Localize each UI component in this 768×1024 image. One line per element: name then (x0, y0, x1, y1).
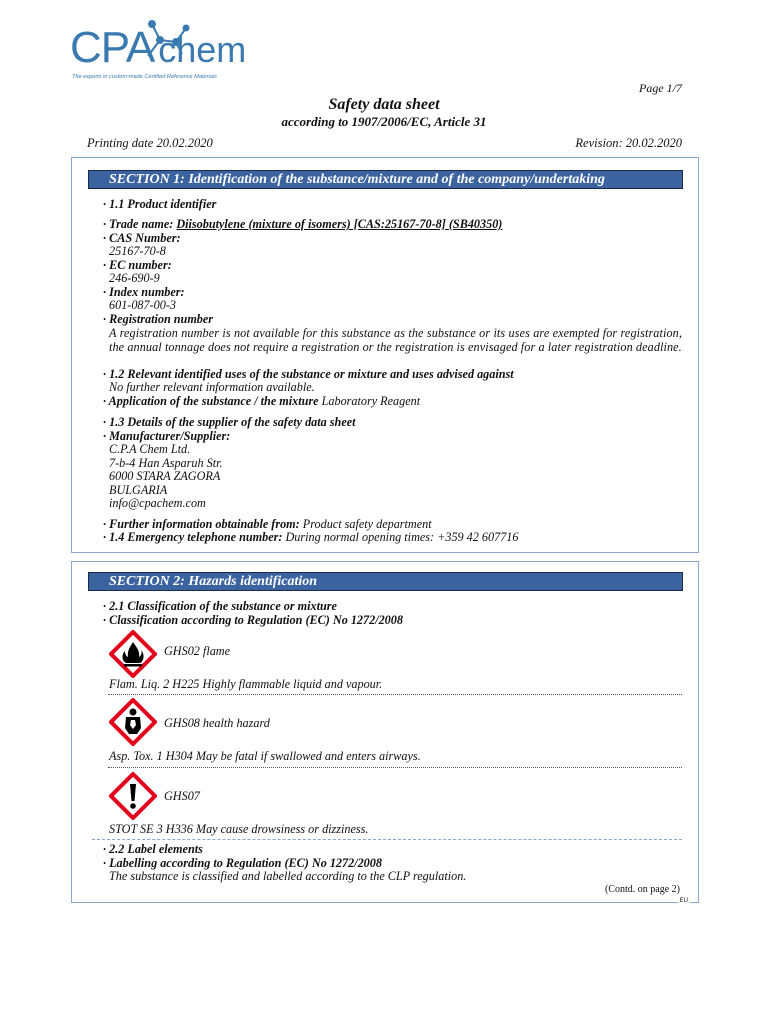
dashed-divider (92, 839, 682, 840)
further-info-line: · Further information obtainable from: Product safety department (103, 517, 432, 531)
address-line: 7-b-4 Han Asparuh Str. (109, 456, 223, 470)
continued-note: (Contd. on page 2) (605, 884, 680, 895)
hazard-statement-h304: Asp. Tox. 1 H304 May be fatal if swallowed and enters airways. (109, 749, 421, 763)
manufacturer-label: · Manufacturer/Supplier: (103, 429, 231, 443)
ec-value: 246-690-9 (109, 271, 160, 285)
address-line: BULGARIA (109, 483, 168, 497)
registration-text: A registration number is not available for this substance as the substance or its uses are exempted for registration, the annual tonnage does not require a registration or the registration is envisaged for a later registration deadline. (109, 326, 682, 354)
logo-word: CPA (70, 23, 155, 72)
supplier-label: · 1.3 Details of the supplier of the safety data sheet (103, 415, 356, 429)
document-subtitle: according to 1907/2006/EC, Article 31 (281, 114, 487, 129)
logo-word-chem: chem (158, 29, 247, 70)
index-label: · Index number: (103, 285, 185, 299)
email-link[interactable]: info@cpachem.com (109, 496, 206, 510)
region-tag: EU (679, 898, 688, 904)
labelling-label: · Labelling according to Regulation (EC) No 1272/2008 (103, 856, 382, 870)
hazard-statement-h336: STOT SE 3 H336 May cause drowsiness or dizziness. (109, 822, 369, 836)
emergency-value: During normal opening times: +359 42 607716 (285, 530, 519, 544)
registration-label: · Registration number (103, 312, 214, 326)
cas-value: 25167-70-8 (109, 244, 166, 258)
ghs08-health-hazard-icon (109, 698, 157, 746)
emergency-line: · 1.4 Emergency telephone number: During normal opening times: +359 42 607716 (103, 530, 519, 544)
uses-label: · 1.2 Relevant identified uses of the substance or mixture and uses advised against (103, 367, 514, 381)
dotted-divider (108, 767, 682, 768)
label-elements-label: · 2.2 Label elements (103, 842, 203, 856)
ghs07-label: GHS07 (164, 789, 200, 803)
further-info-value: Product safety department (302, 517, 432, 531)
address-line: 6000 STARA ZAGORA (109, 469, 221, 483)
uses-value: No further relevant information available. (109, 380, 315, 394)
dotted-divider (108, 694, 682, 695)
ghs07-exclamation-icon (109, 772, 157, 820)
document-title: Safety data sheet (328, 96, 440, 113)
section-2-heading: SECTION 2: Hazards identification (88, 572, 683, 591)
regulation-label: · Classification according to Regulation (EC) No 1272/2008 (103, 613, 403, 627)
revision-date: Revision: 20.02.2020 (575, 136, 682, 150)
printing-date: Printing date 20.02.2020 (87, 136, 213, 150)
trade-name-value: Diisobutylene (mixture of isomers) [CAS:25167-70-8] (SB40350) (176, 217, 503, 231)
trade-name-line: · Trade name: Diisobutylene (mixture of isomers) [CAS:25167-70-8] (SB40350) (103, 217, 503, 231)
application-value: Laboratory Reagent (321, 394, 421, 408)
page-number: Page 1/7 (639, 81, 682, 95)
company-logo (70, 18, 245, 84)
labelling-value: The substance is classified and labelled according to the CLP regulation. (109, 869, 467, 883)
logo-tagline: The experts in custom-made Certified Reference Materials (72, 74, 217, 80)
address-line: C.P.A Chem Ltd. (109, 442, 191, 456)
section-1-heading: SECTION 1: Identification of the substance/mixture and of the company/undertaking (88, 170, 683, 189)
ghs02-flame-icon (109, 630, 157, 678)
ec-label: · EC number: (103, 258, 172, 272)
application-line: · Application of the substance / the mixture Laboratory Reagent (103, 394, 421, 408)
index-value: 601-087-00-3 (109, 298, 177, 312)
classification-label: · 2.1 Classification of the substance or mixture (103, 599, 337, 613)
cas-label: · CAS Number: (103, 231, 181, 245)
hazard-statement-h225: Flam. Liq. 2 H225 Highly flammable liquid and vapour. (109, 677, 383, 691)
ghs02-label: GHS02 flame (164, 644, 231, 658)
product-identifier-label: · 1.1 Product identifier (103, 197, 217, 211)
ghs08-label: GHS08 health hazard (164, 716, 270, 730)
